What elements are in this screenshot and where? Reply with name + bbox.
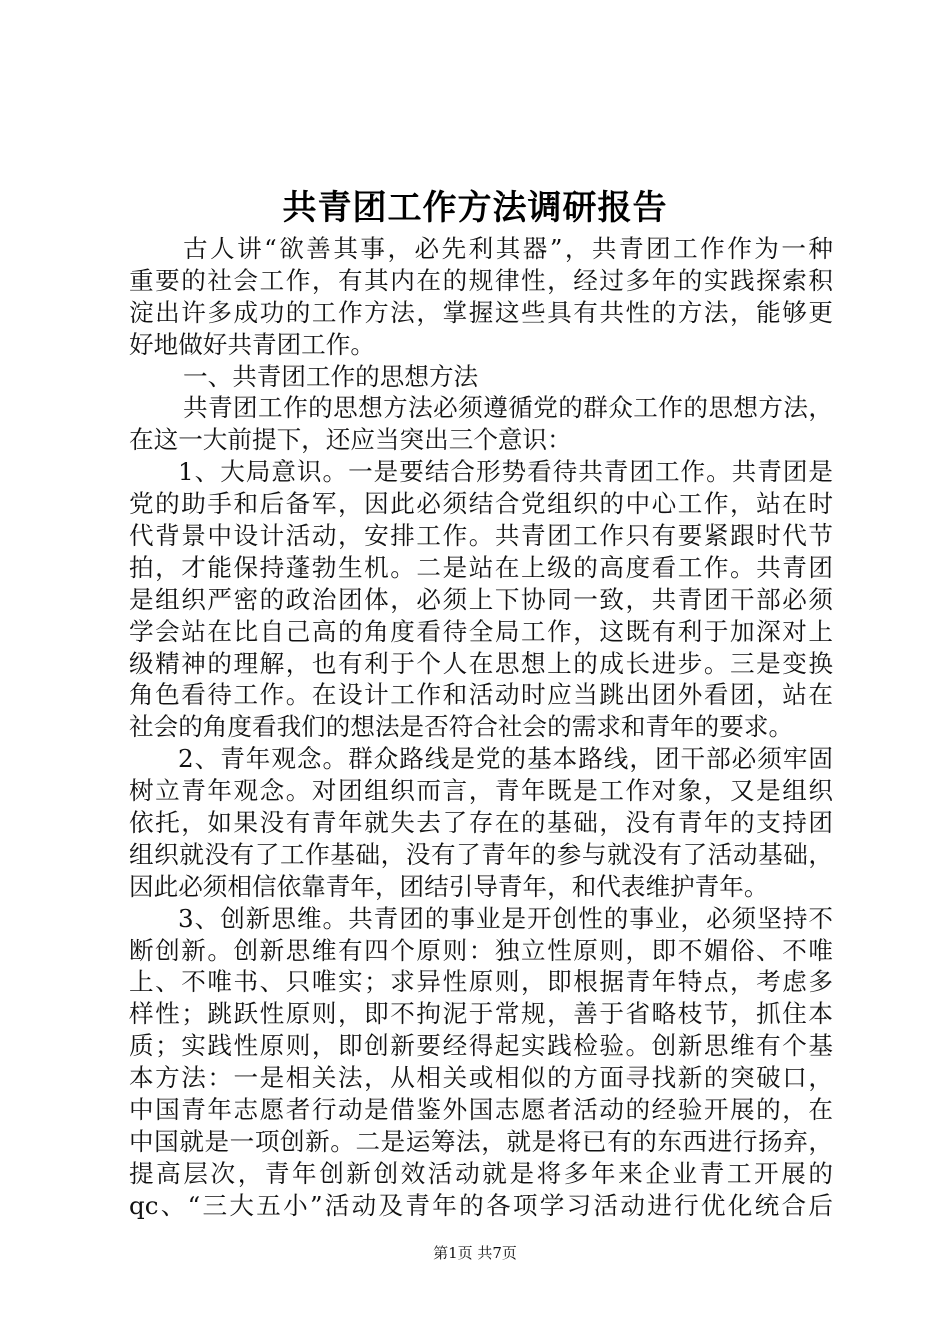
paragraph-line: 组织就没有了工作基础，没有了青年的参与就没有了活动基础，	[129, 839, 833, 869]
paragraph-line: qc、“三大五小”活动及青年的各项学习活动进行优化统合后	[129, 1190, 833, 1220]
paragraph-line: 本方法：一是相关法，从相关或相似的方面寻找新的突破口，	[129, 1063, 833, 1093]
paragraph-line: 中国就是一项创新。二是运筹法，就是将已有的东西进行扬弃，	[129, 1126, 833, 1156]
paragraph-line: 中国青年志愿者行动是借鉴外国志愿者活动的经验开展的，在	[129, 1095, 833, 1125]
paragraph-line: 学会站在比自己高的角度看待全局工作，这既有利于加深对上	[129, 616, 833, 646]
paragraph-line: 淀出许多成功的工作方法，掌握这些具有共性的方法，能够更	[129, 297, 833, 327]
paragraph-line: 3、创新思维。共青团的事业是开创性的事业，必须坚持不	[178, 903, 833, 933]
paragraph-line: 是组织严密的政治团体，必须上下协同一致，共青团干部必须	[129, 584, 833, 614]
document-title: 共青团工作方法调研报告	[282, 188, 668, 228]
paragraph-line: 质；实践性原则，即创新要经得起实践检验。创新思维有个基	[129, 1031, 833, 1061]
paragraph-line: 党的助手和后备军，因此必须结合党组织的中心工作，站在时	[129, 489, 833, 519]
section-heading: 一、共青团工作的思想方法	[183, 361, 479, 391]
paragraph-line: 拍，才能保持蓬勃生机。二是站在上级的高度看工作。共青团	[129, 552, 833, 582]
page-footer: 第1页 共7页	[433, 1244, 517, 1262]
paragraph-line: 在这一大前提下，还应当突出三个意识：	[129, 425, 572, 455]
paragraph-line: 1、大局意识。一是要结合形势看待共青团工作。共青团是	[178, 457, 833, 487]
paragraph-line: 因此必须相信依靠青年，团结引导青年，和代表维护青年。	[129, 871, 769, 901]
paragraph-line: 共青团工作的思想方法必须遵循党的群众工作的思想方法，	[183, 393, 833, 423]
paragraph-line: 代背景中设计活动，安排工作。共青团工作只有要紧跟时代节	[129, 521, 833, 551]
paragraph-line: 上、不唯书、只唯实；求异性原则，即根据青年特点，考虑多	[129, 967, 833, 997]
paragraph-line: 断创新。创新思维有四个原则：独立性原则，即不媚俗、不唯	[129, 935, 833, 965]
paragraph-line: 社会的角度看我们的想法是否符合社会的需求和青年的要求。	[129, 712, 794, 742]
paragraph-line: 提高层次，青年创新创效活动就是将多年来企业青工开展的	[129, 1158, 833, 1188]
paragraph-line: 重要的社会工作，有其内在的规律性，经过多年的实践探索积	[129, 265, 833, 295]
paragraph-line: 样性；跳跃性原则，即不拘泥于常规，善于省略枝节，抓住本	[129, 999, 833, 1029]
paragraph-line: 2、青年观念。群众路线是党的基本路线，团干部必须牢固	[178, 744, 833, 774]
paragraph-line: 角色看待工作。在设计工作和活动时应当跳出团外看团，站在	[129, 680, 833, 710]
paragraph-line: 树立青年观念。对团组织而言，青年既是工作对象，又是组织	[129, 776, 833, 806]
paragraph-line: 好地做好共青团工作。	[129, 329, 375, 359]
paragraph-line: 依托，如果没有青年就失去了存在的基础，没有青年的支持团	[129, 808, 833, 838]
paragraph-line: 级精神的理解，也有利于个人在思想上的成长进步。三是变换	[129, 648, 833, 678]
paragraph-line: 古人讲“欲善其事，必先利其器”，共青团工作作为一种	[183, 234, 833, 263]
document-body	[129, 233, 833, 1222]
